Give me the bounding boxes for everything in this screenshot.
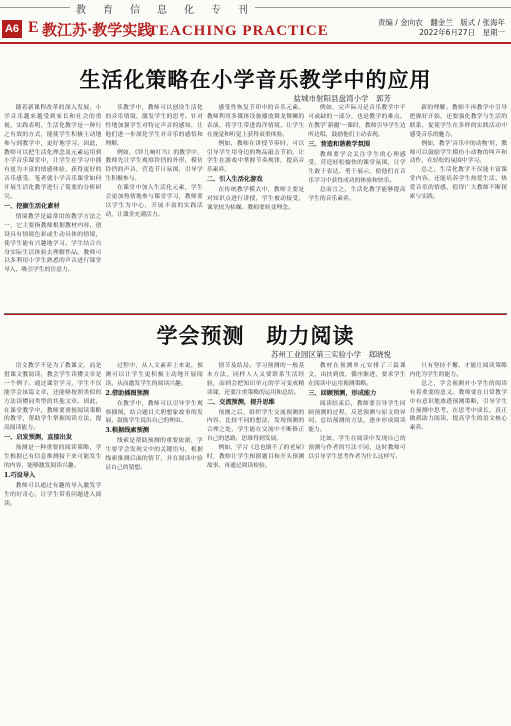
paragraph: 例如，完声际习是音乐教学中不可或缺的一部分，也是教学的难点。在教学‘新疆’一课时，教师引导学生边听边唱，鼓励他们主动表现。 bbox=[308, 105, 406, 138]
paragraph: 在课堂中加入生活化元素，学生会更加热情地参与课堂学习，教师要以学生为中心，开展丰富的实践活动，让课堂充满活力。 bbox=[105, 185, 203, 218]
paragraph: 教材在预测单元安排了三篇课文，由扶到放，循序渐进，要求学生在阅读中运用预测策略。 bbox=[308, 363, 406, 387]
subheading: 一、挖掘生活化素材 bbox=[4, 202, 60, 210]
text-column bbox=[207, 362, 304, 722]
paragraph: 例如，学习《总也倒不了的老屋》时，教师让学生根据题目和开头预测故事，再通过阅读检验。 bbox=[206, 445, 305, 469]
text-column bbox=[308, 362, 405, 722]
paragraph: 感受性恢复节印中的音乐元素。教师利用多媒体设备播放舞龙舞狮的表演，将学生带进海洋情境，让学生在视觉和听觉上获得双重体验。 bbox=[206, 105, 305, 138]
paragraph: 教师要学会关注学生的心理感受，营造轻松愉快的课堂氛围，让学生敢于表达、勇于展示，使他们在音乐学习中获得成功的体验和快乐。 bbox=[308, 151, 406, 185]
paragraph: 在传统教学模式中，教师主要是对知识点进行讲授，学生被动接受，课堂较为枯燥。教师要转变理念。 bbox=[206, 187, 305, 211]
section-letter: E bbox=[28, 19, 39, 36]
paragraph: 线索是帮助预测的重要依据，学生要学会发现文中的关键语句，根据线索推测后面的情节，并在阅读中验证自己的猜想。 bbox=[105, 438, 203, 471]
text-column bbox=[410, 104, 507, 310]
article-1-body bbox=[4, 104, 507, 310]
paragraph: 预测之后，组织学生交流预测的内容，比较不同的想法，发现预测的合理之处，学生能在交流中不断修正自己的思路，思维得到发展。 bbox=[206, 409, 305, 443]
paragraph: 情境教学是最常用的教学方法之一，它主要指教师根据教材内容，创设具有情境色彩或生动具体的情境，使学生能有兴趣地学习。学生结合自身实际生活体验去理解作品。教师可以多利用小学生熟悉的声音进行课堂导入，吸引学生的注意力。 bbox=[4, 213, 102, 274]
banner-char: 刊 bbox=[238, 4, 249, 16]
banner-char: 信 bbox=[130, 4, 141, 16]
text-column bbox=[4, 104, 101, 310]
paragraph: 总而言之，生活化教学能够提高学生的音乐素养。 bbox=[308, 187, 406, 203]
paragraph: 教师可以通过有趣的导入激发学生的好奇心，让学生带着问题进入阅读。 bbox=[4, 482, 102, 507]
article-2-title: 学会预测 助力阅读 bbox=[156, 324, 355, 348]
paragraph: 过程中，从人文素养上来说，预测可以让学生更积极主动地开展阅读，从而激发学生的阅读兴趣。 bbox=[105, 363, 203, 387]
subheading: 1.巧设导入 bbox=[4, 471, 36, 479]
paragraph: 比如，学生在阅读中发现自己的预测与作者的写法不同，这时教师可以引导学生思考作者为什么这样写。 bbox=[308, 436, 406, 461]
article-1-title: 生活化策略在小学音乐教学中的应用 bbox=[79, 68, 432, 92]
text-column bbox=[4, 362, 101, 722]
article-2-body bbox=[4, 362, 507, 722]
paragraph: 在教学中，教师可以引导学生观察插图，结合题目大胆想象故事的发展，鼓励学生说出自己的理由。 bbox=[105, 400, 203, 425]
paragraph: 例如，教师在讲授节奏时，可以引导学生用身边的物品敲击节拍，让学生在游戏中掌握节奏规律，提高音乐素养。 bbox=[206, 140, 305, 174]
subheading: 三、营造和谐教学氛围 bbox=[308, 140, 371, 148]
paragraph: 预测是一种重要的阅读策略，学生根据已有信息推测接下来可能发生的内容，能够激发阅读兴趣。 bbox=[4, 445, 102, 469]
banner-char: 专 bbox=[211, 4, 222, 16]
section-title-english: TEACHING PRACTICE bbox=[148, 23, 329, 39]
page-number: A6 bbox=[2, 20, 22, 38]
paragraph: 总之，生活化教学不仅能丰富课堂内容，还能培养学生热爱生活、热爱音乐的情感，值得广大教师不断探索与实践。 bbox=[409, 167, 508, 201]
banner-char: 化 bbox=[184, 4, 195, 16]
paragraph: 语文教学不是为了教课文，而是借课文教阅读，教会学生读懂文章是一个例子。通过课堂学习，学生不仅能学会该篇文章，还能够按照类似的方法读懂同类型的其他文章。因此，在课堂教学中，教师要重视阅读策略的教学，帮助学生掌握阅读方法，提高阅读能力。 bbox=[4, 363, 102, 432]
banner-title bbox=[70, 1, 255, 16]
text-column bbox=[410, 362, 507, 722]
banner-char: 教 bbox=[76, 4, 87, 16]
section-title: 教江苏·教学实践 bbox=[42, 21, 153, 39]
top-banner bbox=[0, 0, 511, 16]
editor-line: 责编 / 金向农 翻金兰 版式 / 张海年 bbox=[377, 18, 505, 27]
section-divider-accent bbox=[4, 314, 507, 315]
article-2-byline: 苏州工业园区第三实验小学 郑晓悦 bbox=[271, 350, 391, 359]
article-1-byline: 盐城市射阳县盘湾小学 郭芳 bbox=[293, 94, 391, 103]
paragraph: 例如，《铃儿响叮当》的教学中，教师先让学生观察铃铛的外形，模仿铃铛的声音，营造节日氛围，引导学生积极参与。 bbox=[105, 149, 203, 183]
subheading: 二、引入生活化游戏 bbox=[206, 176, 263, 184]
header-meta bbox=[378, 18, 505, 38]
paragraph: 只有坚持不懈，才能让阅读策略内化为学生的能力。 bbox=[409, 363, 508, 378]
text-column bbox=[207, 104, 304, 310]
subheading: 一、启发预测，直接出发 bbox=[4, 434, 73, 442]
text-column bbox=[105, 362, 202, 722]
paragraph: 例如，教学‘音乐中的动物’时，教师可以鼓励学生模仿小动物的叫声和动作，在轻松的氛围中学习。 bbox=[409, 140, 508, 165]
subheading: 二、交流预测，提升思维 bbox=[206, 398, 275, 406]
banner-char: 息 bbox=[157, 4, 168, 16]
subheading: 2.借助插图预测 bbox=[105, 389, 149, 397]
paragraph: 总之，学会预测对小学生的阅读有着重要的意义。教师要在日常教学中有意识地渗透预测策略，引导学生在预测中思考、在思考中成长，真正做到助力阅读，提高学生的语文核心素养。 bbox=[409, 380, 508, 432]
text-column bbox=[105, 104, 202, 310]
subheading: 3.根据线索预测 bbox=[105, 427, 149, 435]
banner-char: 育 bbox=[103, 4, 114, 16]
subheading: 三、回顾预测，形成能力 bbox=[308, 389, 377, 397]
text-column bbox=[308, 104, 405, 310]
page-header bbox=[0, 18, 511, 44]
paragraph: 阅读结束后，教师要引导学生回顾预测的过程，反思预测与原文的异同，总结预测的方法，逐步形成阅读能力。 bbox=[308, 400, 406, 434]
paragraph: 情节及结局。学习预测的一般基本方法，同样人人又要联系生活经验，而到会把知识单元的学习变成精读课，还要注重策略的运用和总结。 bbox=[206, 363, 305, 396]
paragraph: 新的理解。教师不再教学中引导把握好开始，还要强化教学与生活的联系，促使学生在多样的实践活动中感受音乐的魅力。 bbox=[409, 105, 508, 138]
paragraph: 随着新课程改革的深入发展，小学音乐越来越受到家长和社会的重视。实践表明，生活化教学是一种行之有效的方式，能使学生积极主动地参与到教学中，更好地学习。因此，教师可以把生活化理念及元素运用到小学音乐课堂中，让学生在学习中拥有更为丰富的情感体验，获得更好的音乐感受。笔者就小学音乐课堂如何开展生活化教学进行了简要的分析研究。 bbox=[4, 105, 102, 201]
issue-date: 2022年6月27日 星期一 bbox=[419, 28, 505, 37]
paragraph: 乐教学中，教师可以创设生活化的音乐情境，激发学生的思考。针对性地加强学生对特定声音的感知，让他们进一步深化学生对音乐的感悟和理解。 bbox=[105, 105, 203, 147]
